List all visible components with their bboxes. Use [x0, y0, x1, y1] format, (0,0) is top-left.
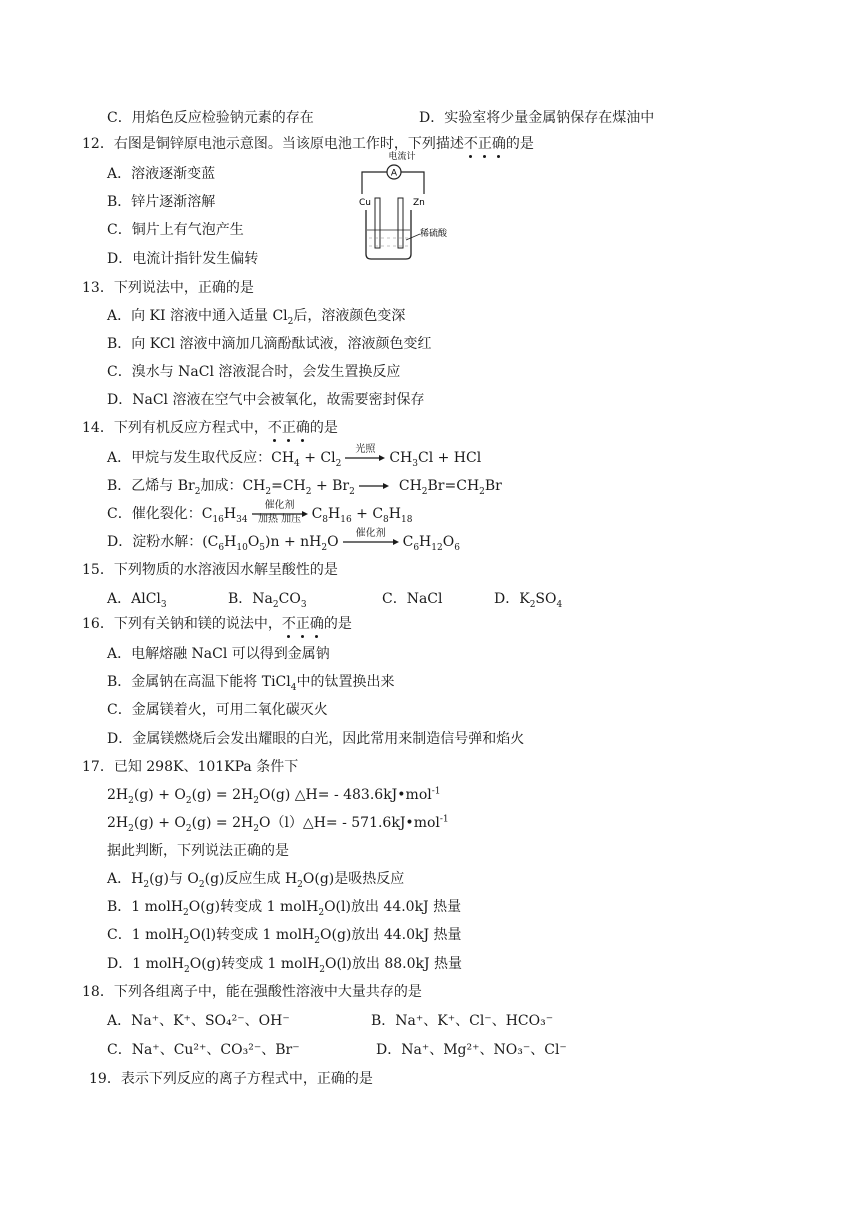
q13-stem: 13．下列说法中，正确的是	[82, 280, 254, 296]
q14-option-b: B．乙烯与 $Br_2$加成：$CH_2=CH_2 + Br_2$ $CH_2Br=CH_2Br$	[107, 478, 502, 497]
q16-stem: 16．下列有关钠和镁的说法中，不正确的是	[82, 616, 352, 632]
figure-meter-symbol: A	[390, 168, 398, 179]
q14-option-a: A．甲烷与发生取代反应：$CH_4 + Cl_2$ 光照 $CH_3Cl$ + HCl	[107, 444, 482, 469]
figure-cu-label: Cu	[359, 198, 371, 208]
left-wire	[362, 172, 387, 194]
q17-equation-1: $2H_2(g) + O_2(g) = 2H_2O(g)$ △H= - 483.6kJ•mol$^{-1}$	[107, 786, 441, 806]
q18-stem: 18．下列各组离子中，能在强酸性溶液中大量共存的是	[82, 984, 422, 1000]
q12-option-d: D．电流计指针发生偏转	[107, 251, 259, 267]
q17-equation-2: $2H_2(g) + O_2(g)$ = $2H_2O(l)\triangle H=$ - 571.6kJ•mol$^{-1}$	[107, 814, 449, 834]
q13-option-b: B．向 KCl 溶液中滴加几滴酚酞试液，溶液颜色变红	[107, 336, 432, 352]
q15-option-c: C．NaCl	[382, 591, 443, 607]
q13-option-c: C．溴水与 NaCl 溶液混合时，会发生置换反应	[107, 364, 401, 380]
q12-option-b: B．锌片逐渐溶解	[107, 194, 216, 210]
q15-option-b: B．$Na_2CO_3$	[228, 591, 307, 610]
q16-option-c: C．金属镁着火，可用二氧化碳灭火	[107, 702, 328, 718]
q19-stem: 19．表示下列反应的离子方程式中，正确的是	[89, 1071, 373, 1087]
figure-zn-label: Zn	[413, 198, 425, 208]
q16-option-b: B．金属钠在高温下能将 TiCl$_4$中的钛置换出来	[107, 674, 395, 693]
q11-option-c: C．用焰色反应检验钠元素的存在	[107, 110, 314, 126]
q12-stem: 12．右图是铜锌原电池示意图。当该原电池工作时，下列描述不正确的是	[82, 136, 534, 152]
q17-stem: 17．已知 298K、101KPa 条件下	[82, 759, 299, 775]
q14-option-d: D．淀粉水解：$(C_6H_{10}O_5)n + nH_2O$ 催化剂 $C_6H_{12}O_6$	[107, 528, 460, 553]
reaction-arrow: 催化剂 加热 加压	[252, 510, 308, 518]
q16-option-a: A．电解熔融 NaCl 可以得到金属钠	[107, 646, 330, 662]
zn-electrode	[398, 198, 403, 248]
q15-option-d: D．$K_2SO_4$	[494, 591, 563, 610]
q17-option-d: D．1 molH$_2$O(g)转变成 1 molH$_2$O(l)放出 88.0kJ 热量	[107, 956, 463, 975]
q12-option-c: C．铜片上有气泡产生	[107, 222, 244, 238]
q15-option-a: A．AlCl$_3$	[107, 591, 167, 610]
reaction-arrow: 催化剂	[343, 538, 399, 546]
q17-option-a: A．$H_2(g)$与 $O_2(g)$反应生成 $H_2O(g)$是吸热反应	[107, 871, 405, 890]
q12-option-a: A．溶液逐渐变蓝	[107, 166, 216, 182]
q18-option-d: D．Na⁺、Mg²⁺、NO₃⁻、Cl⁻	[376, 1042, 567, 1058]
q11-option-d: D．实验室将少量金属钠保存在煤油中	[419, 110, 655, 126]
q18-option-a: A．Na⁺、K⁺、SO₄²⁻、OH⁻	[107, 1013, 290, 1029]
q18-option-c: C．Na⁺、Cu²⁺、CO₃²⁻、Br⁻	[107, 1042, 300, 1058]
q13-option-a: A．向 KI 溶液中通入适量 $Cl_2$后，溶液颜色变深	[107, 308, 406, 327]
q17-option-b: B．1 molH$_2$O(g)转变成 1 molH$_2$O(l)放出 44.0kJ 热量	[107, 899, 462, 918]
q15-stem: 15．下列物质的水溶液因水解呈酸性的是	[82, 562, 338, 578]
figure-meter-label: 电流计	[388, 152, 416, 162]
q17-judge-line: 据此判断，下列说法正确的是	[107, 843, 289, 859]
q14-stem: 14．下列有机反应方程式中，不正确的是	[82, 420, 338, 436]
beaker	[366, 210, 411, 259]
reaction-arrow	[359, 482, 389, 490]
cu-electrode	[375, 198, 380, 248]
q13-option-d: D．NaCl 溶液在空气中会被氧化，故需要密封保存	[107, 392, 425, 408]
q18-option-b: B．Na⁺、K⁺、Cl⁻、HCO₃⁻	[371, 1013, 554, 1029]
q16-option-d: D．金属镁燃烧后会发出耀眼的白光，因此常用来制造信号弹和焰火	[107, 731, 525, 747]
right-wire	[401, 172, 424, 194]
q14-option-c: C．催化裂化：$C_{16}H_{34}$ 催化剂 加热 加压 $C_8H_{16} + C_8H_{18}$	[107, 500, 413, 525]
figure-solution-label: 稀硫酸	[420, 229, 448, 239]
cu-zn-cell-figure	[356, 150, 452, 262]
reaction-arrow: 光照	[345, 454, 385, 462]
q17-option-c: C．1 molH$_2$O(l)转变成 1 molH$_2$O(g)放出 44.0kJ 热量	[107, 927, 462, 946]
